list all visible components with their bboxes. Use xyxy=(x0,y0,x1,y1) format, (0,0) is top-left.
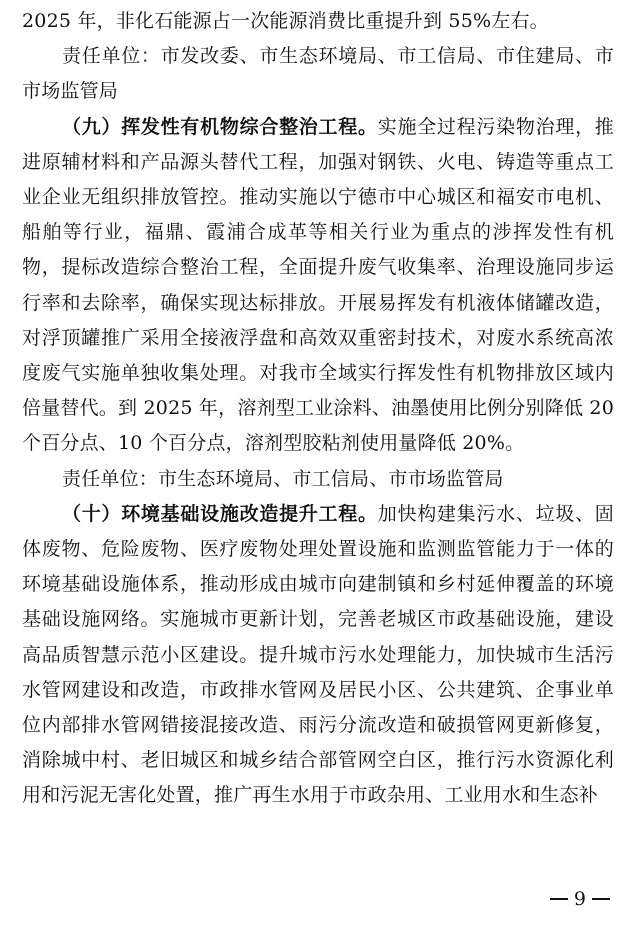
responsible-units-2: 责任单位：市生态环境局、市工信局、市市场监管局 xyxy=(62,467,504,490)
section-9-body: 实施全过程污染物治理，推进原辅材料和产品源头替代工程，加强对钢铁、火电、铸造等重点工业企业无组织排放管控。推动实施以宁德市中心城区和福安市电机、船舶等行业，福鼎、霞浦合成革等相关行业为重点的涉挥发性有机物，提标改造综合整治工程，全面提升废气收集率、治理设施同步运行率和去除率，确保实现达标排放。开展易挥发有机液体储罐改造，对浮顶罐推广采用全接液浮盘和高效双重密封技术，对废水系统高浓度废气实施单独收集处理。对我市全域实行挥发性有机物排放区域内倍量替代。到 2025 年，溶剂型工业涂料、油墨使用比例分别降低 20 个百分点、10 个百分点，溶剂型胶粘剂使用量降低 20%。 xyxy=(22,115,614,455)
responsible-units-1: 责任单位：市发改委、市生态环境局、市工信局、市住建局、市市场监管局 xyxy=(22,45,614,103)
paragraph-energy-target: 2025 年，非化石能源占一次能源消费比重提升到 55%左右。 xyxy=(22,10,549,32)
page-number: 9 xyxy=(573,888,586,910)
section-9-paragraph xyxy=(22,110,614,462)
page-number-dash-right xyxy=(592,898,610,900)
page-footer xyxy=(550,884,610,914)
section-9-heading: （九）挥发性有机物综合整治工程。 xyxy=(62,115,378,138)
section-10-heading: （十）环境基础设施改造提升工程。 xyxy=(62,502,378,525)
section-10-paragraph xyxy=(22,497,614,814)
section-10-body: 加快构建集污水、垃圾、固体废物、危险废物、医疗废物处理处置设施和监测监管能力于一体的环境基础设施体系，推动形成由城市向建制镇和乡村延伸覆盖的环境基础设施网络。实施城市更新计划，完善老城区市政基础设施，建设高品质智慧示范小区建设。提升城市污水处理能力，加快城市生活污水管网建设和改造，市政排水管网及居民小区、公共建筑、企事业单位内部排水管网错接混接改造、雨污分流改造和破损管网更新修复，消除城中村、老旧城区和城乡结合部管网空白区，推行污水资源化利用和污泥无害化处置，推广再生水用于市政杂用、工业用水和生态补 xyxy=(22,502,614,807)
document-body xyxy=(22,4,614,814)
page-number-dash-left xyxy=(550,898,568,900)
